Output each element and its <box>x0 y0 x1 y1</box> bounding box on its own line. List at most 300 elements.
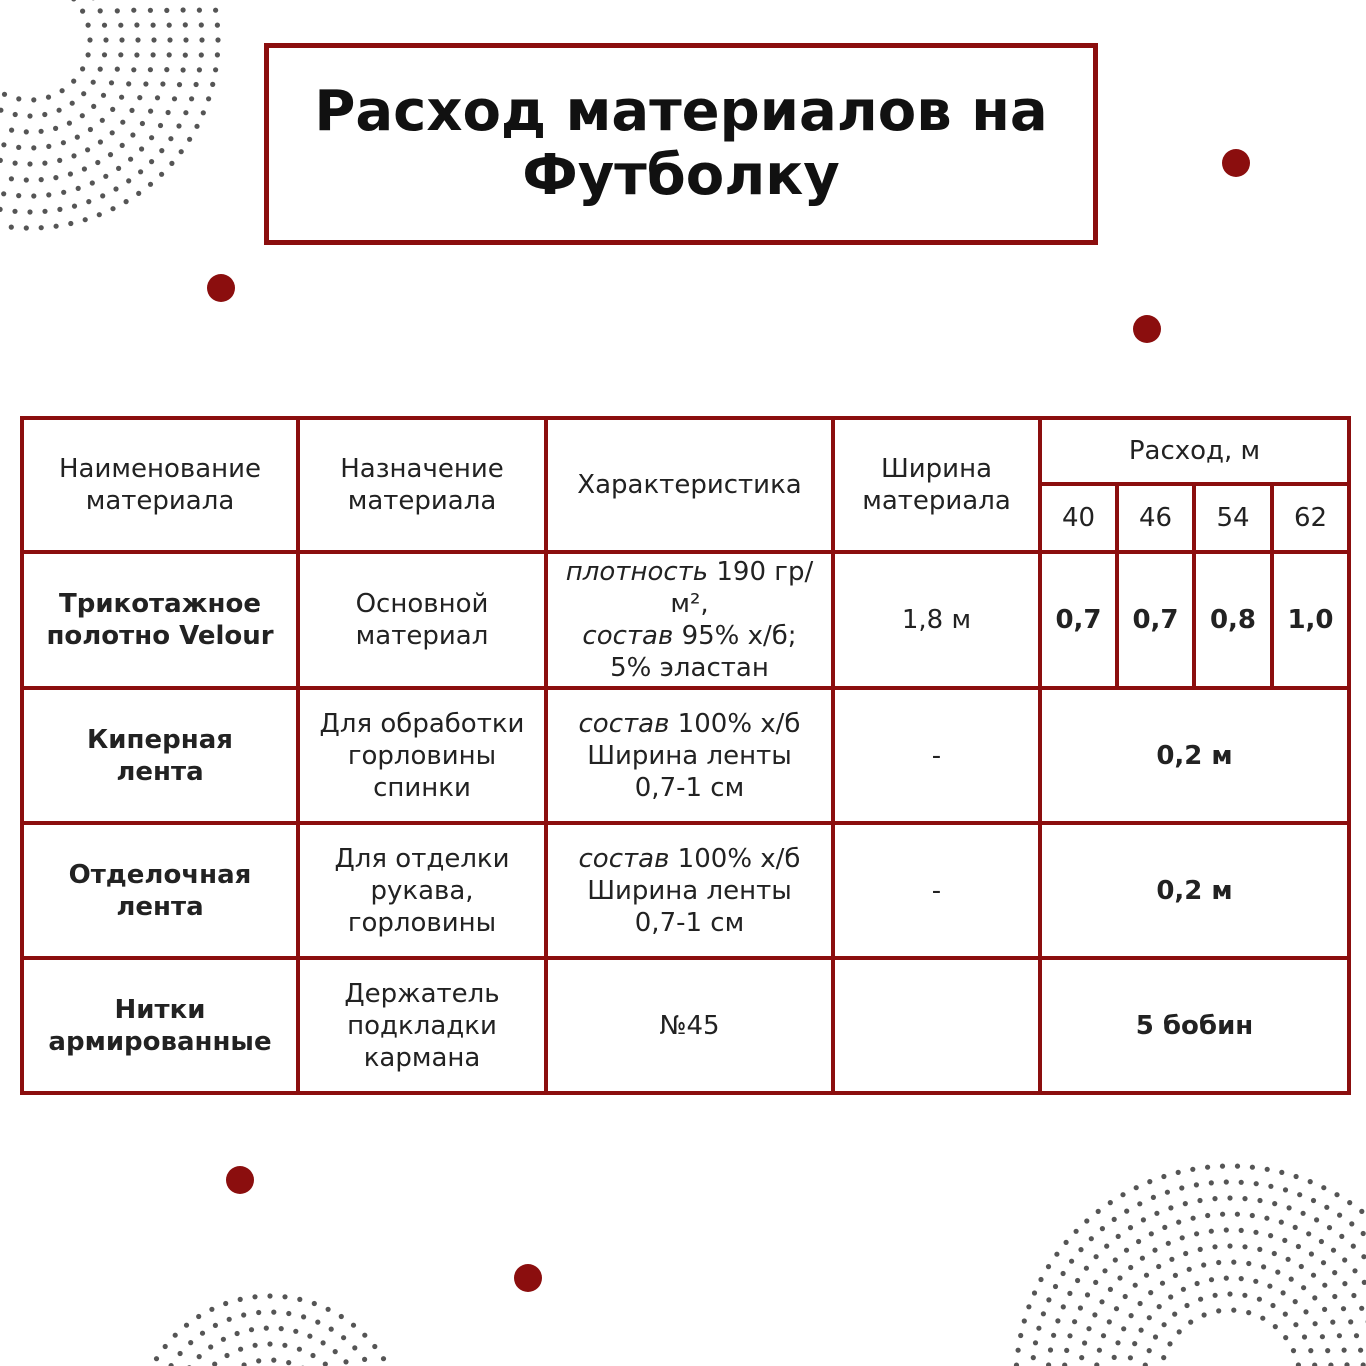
pattern-dot <box>1172 1312 1177 1317</box>
pattern-dot <box>39 225 44 230</box>
pattern-dot <box>1358 1348 1363 1353</box>
pattern-dot <box>1268 1184 1273 1189</box>
header-consumption: Расход, м <box>1040 418 1349 484</box>
pattern-dot <box>95 160 100 165</box>
pattern-dot <box>326 1307 331 1312</box>
pattern-dot <box>1121 1326 1126 1331</box>
pattern-dot <box>1227 1291 1232 1296</box>
pattern-dot <box>1168 1205 1173 1210</box>
pattern-dot <box>1086 1326 1091 1331</box>
pattern-dot <box>1048 1347 1053 1352</box>
pattern-dot <box>24 177 29 182</box>
pattern-dot <box>1148 1290 1153 1295</box>
pattern-dot <box>90 180 95 185</box>
pattern-dot <box>16 145 21 150</box>
pattern-dot <box>126 178 131 183</box>
pattern-dot <box>1254 1181 1259 1186</box>
pattern-dot <box>1250 1213 1255 1218</box>
pattern-dot <box>88 127 93 132</box>
pattern-dot <box>1102 1268 1107 1273</box>
pattern-dot <box>1161 1355 1166 1360</box>
pattern-dot <box>71 0 76 2</box>
pattern-dot <box>120 120 125 125</box>
pattern-dot <box>100 118 105 123</box>
pattern-dot <box>1342 1257 1347 1262</box>
pattern-dot <box>253 1343 258 1348</box>
pattern-dot <box>1085 1292 1090 1297</box>
pattern-dot <box>1082 1340 1087 1345</box>
pattern-dot <box>1067 1291 1072 1296</box>
pattern-dot <box>149 135 154 140</box>
pattern-dot <box>1322 1283 1327 1288</box>
pattern-dot <box>1093 1280 1098 1285</box>
material-width: 1,8 м <box>833 552 1040 688</box>
pattern-dot <box>129 108 134 113</box>
pattern-dot <box>9 176 14 181</box>
pattern-dot <box>1160 1281 1165 1286</box>
pattern-dot <box>16 96 21 101</box>
pattern-dot <box>1152 1248 1157 1253</box>
pattern-dot <box>1072 1319 1077 1324</box>
pattern-dot <box>238 1347 243 1352</box>
material-purpose: Для отделки рукава, горловины <box>298 823 546 958</box>
pattern-dot <box>1074 1229 1079 1234</box>
pattern-dot <box>1124 1209 1129 1214</box>
table-row <box>22 823 1349 958</box>
pattern-dot <box>362 1357 367 1362</box>
header-size: 62 <box>1272 484 1349 552</box>
pattern-dot <box>1227 1195 1232 1200</box>
pattern-dot <box>1162 1225 1167 1230</box>
pattern-dot <box>166 110 171 115</box>
pattern-dot <box>224 1353 229 1358</box>
pattern-dot <box>1321 1260 1326 1265</box>
pattern-dot <box>1132 1341 1137 1346</box>
pattern-dot <box>1283 1335 1288 1340</box>
pattern-dot <box>238 1297 243 1302</box>
pattern-dot <box>110 206 115 211</box>
pattern-dot <box>307 1334 312 1339</box>
pattern-dot <box>1069 1259 1074 1264</box>
table-row <box>22 552 1349 688</box>
pattern-dot <box>1075 1278 1080 1283</box>
pattern-dot <box>12 209 17 214</box>
pattern-dot <box>1239 1276 1244 1281</box>
pattern-dot <box>221 1337 226 1342</box>
pattern-dot <box>1224 1179 1229 1184</box>
pattern-dot <box>108 152 113 157</box>
pattern-dot <box>1138 1301 1143 1306</box>
pattern-dot <box>1022 1318 1027 1323</box>
pattern-dot <box>1362 1280 1366 1285</box>
pattern-dot <box>115 8 120 13</box>
header-material-purpose: Назначение материала <box>298 418 546 552</box>
accent-dot <box>207 274 235 302</box>
pattern-dot <box>1197 1198 1202 1203</box>
pattern-dot <box>1341 1306 1346 1311</box>
pattern-dot <box>1297 1192 1302 1197</box>
pattern-dot <box>1327 1225 1332 1230</box>
pattern-dot <box>1124 1248 1129 1253</box>
pattern-dot <box>31 193 36 198</box>
pattern-dot <box>1139 1328 1144 1333</box>
accent-dot <box>514 1264 542 1292</box>
material-width: - <box>833 688 1040 823</box>
pattern-dot <box>1260 1316 1265 1321</box>
pattern-dot <box>149 159 154 164</box>
pattern-dot <box>301 1314 306 1319</box>
pattern-dot <box>1349 1221 1354 1226</box>
pattern-dot <box>1156 1264 1161 1269</box>
pattern-dot <box>160 81 165 86</box>
pattern-dot <box>1332 1294 1337 1299</box>
pattern-dot <box>42 209 47 214</box>
pattern-dot <box>159 172 164 177</box>
pattern-dot <box>1354 1333 1359 1338</box>
pattern-dot <box>1147 1348 1152 1353</box>
pattern-dot <box>1176 1170 1181 1175</box>
pattern-dot <box>27 209 32 214</box>
pattern-dot <box>1036 1326 1041 1331</box>
pattern-dot <box>1062 1363 1067 1366</box>
pattern-dot <box>110 130 115 135</box>
pattern-dot <box>1239 1180 1244 1185</box>
pattern-dot <box>128 157 133 162</box>
pattern-dot <box>54 224 59 229</box>
pattern-dot <box>118 23 123 28</box>
pattern-dot <box>1108 1287 1113 1292</box>
pattern-dot <box>85 147 90 152</box>
pattern-dot <box>1296 1362 1301 1366</box>
pattern-dot <box>1099 1299 1104 1304</box>
pattern-dot <box>1227 1243 1232 1248</box>
pattern-dot <box>1325 1348 1330 1353</box>
pattern-dot <box>102 52 107 57</box>
pattern-dot <box>81 91 86 96</box>
accent-dot <box>1222 149 1250 177</box>
pattern-dot <box>1147 1315 1152 1320</box>
pattern-dot <box>143 81 148 86</box>
pattern-dot <box>1097 1348 1102 1353</box>
pattern-dot <box>1183 1201 1188 1206</box>
pattern-dot <box>151 52 156 57</box>
pattern-dot <box>131 67 136 72</box>
pattern-dot <box>1198 1247 1203 1252</box>
consumption-value: 0,8 <box>1194 552 1272 688</box>
pattern-dot <box>1128 1225 1133 1230</box>
pattern-dot <box>53 126 58 131</box>
pattern-dot <box>16 193 21 198</box>
pattern-dot <box>9 128 14 133</box>
pattern-dot <box>60 88 65 93</box>
pattern-dot <box>82 166 87 171</box>
pattern-dot <box>1094 1362 1099 1366</box>
pattern-dot <box>1352 1268 1357 1273</box>
pattern-dot <box>1282 1238 1287 1243</box>
pattern-dot <box>341 1335 346 1340</box>
pattern-dot <box>1279 1220 1284 1225</box>
pattern-dot <box>86 199 91 204</box>
pattern-dot <box>1212 1196 1217 1201</box>
pattern-dot <box>158 123 163 128</box>
pattern-dot <box>103 174 108 179</box>
pattern-dot <box>1064 1240 1069 1245</box>
pattern-dot <box>200 1331 205 1336</box>
pattern-dot <box>1314 1217 1319 1222</box>
pattern-dot <box>1309 1251 1314 1256</box>
material-name: Киперная лента <box>22 688 298 823</box>
pattern-dot <box>1162 1322 1167 1327</box>
pattern-dot <box>1194 1182 1199 1187</box>
pattern-dot <box>206 96 211 101</box>
pattern-dot <box>362 1333 367 1338</box>
material-purpose: Для обработки горловины спинки <box>298 688 546 823</box>
pattern-dot <box>1264 1216 1269 1221</box>
pattern-dot <box>101 93 106 98</box>
pattern-dot <box>1046 1264 1051 1269</box>
pattern-dot <box>1261 1264 1266 1269</box>
material-name: Отделочная лента <box>22 823 298 958</box>
pattern-dot <box>178 1351 183 1356</box>
pattern-dot <box>115 67 120 72</box>
consumption-value: 1,0 <box>1272 552 1349 688</box>
pattern-dot <box>199 52 204 57</box>
pattern-dot <box>9 225 14 230</box>
pattern-dot <box>1055 1318 1060 1323</box>
pattern-dot <box>168 136 173 141</box>
pattern-dot <box>148 109 153 114</box>
pattern-dot <box>197 67 202 72</box>
pattern-dot <box>343 1359 348 1364</box>
pattern-dot <box>0 108 3 113</box>
consumption-value: 0,7 <box>1117 552 1194 688</box>
pattern-dot <box>1359 1306 1364 1311</box>
pattern-dot <box>110 107 115 112</box>
pattern-dot <box>57 108 62 113</box>
pattern-dot <box>1331 1248 1336 1253</box>
pattern-dot <box>1133 1283 1138 1288</box>
pattern-dot <box>215 52 220 57</box>
pattern-dot <box>282 1343 287 1348</box>
pattern-dot <box>71 153 76 158</box>
accent-dot <box>1133 315 1161 343</box>
pattern-dot <box>137 95 142 100</box>
pattern-dot <box>1094 1254 1099 1259</box>
pattern-dot <box>80 113 85 118</box>
pattern-dot <box>1104 1244 1109 1249</box>
pattern-dot <box>189 96 194 101</box>
pattern-dot <box>1078 1247 1083 1252</box>
pattern-dot <box>1046 1297 1051 1302</box>
pattern-dot <box>1123 1294 1128 1299</box>
pattern-dot <box>1342 1348 1347 1353</box>
pattern-dot <box>1181 1287 1186 1292</box>
pattern-dot <box>1294 1174 1299 1179</box>
pattern-dot <box>1166 1241 1171 1246</box>
pattern-dot <box>1100 1226 1105 1231</box>
pattern-dot <box>159 148 164 153</box>
pattern-dot <box>1084 1218 1089 1223</box>
pattern-dot <box>80 66 85 71</box>
pattern-dot <box>1079 1355 1084 1360</box>
pattern-dot <box>31 97 36 102</box>
pattern-dot <box>1064 1348 1069 1353</box>
pattern-dot <box>1112 1217 1117 1222</box>
pattern-dot <box>199 22 204 27</box>
pattern-dot <box>1190 1167 1195 1172</box>
pattern-dot <box>235 1331 240 1336</box>
pattern-dot <box>213 67 218 72</box>
material-name: Нитки армированные <box>22 958 298 1093</box>
pattern-dot <box>1319 1239 1324 1244</box>
pattern-dot <box>1337 1213 1342 1218</box>
pattern-dot <box>68 171 73 176</box>
material-characteristic: состав 100% х/б Ширина ленты 0,7-1 см <box>546 688 833 823</box>
pattern-dot <box>213 8 218 13</box>
pattern-dot <box>1320 1334 1325 1339</box>
pattern-dot <box>209 1307 214 1312</box>
pattern-dot <box>163 1344 168 1349</box>
pattern-dot <box>1209 1277 1214 1282</box>
pattern-dot <box>1286 1257 1291 1262</box>
pattern-dot <box>321 1340 326 1345</box>
pattern-dot <box>140 121 145 126</box>
pattern-dot <box>1033 1340 1038 1345</box>
pattern-dot <box>1291 1348 1296 1353</box>
pattern-dot <box>1224 1227 1229 1232</box>
pattern-dot <box>1141 1217 1146 1222</box>
pattern-dot <box>67 121 72 126</box>
pattern-dot <box>1107 1319 1112 1324</box>
pattern-dot <box>196 1314 201 1319</box>
pattern-dot <box>177 82 182 87</box>
pattern-dot <box>102 23 107 28</box>
pattern-dot <box>68 221 73 226</box>
pattern-dot <box>148 8 153 13</box>
pattern-dot <box>2 92 7 97</box>
pattern-dot <box>297 1297 302 1302</box>
pattern-dot <box>176 123 181 128</box>
pattern-dot <box>381 1356 386 1361</box>
pattern-dot <box>201 110 206 115</box>
pattern-dot <box>24 129 29 134</box>
pattern-dot <box>136 191 141 196</box>
pattern-dot <box>183 37 188 42</box>
pattern-dot <box>271 1358 276 1363</box>
material-width <box>833 958 1040 1093</box>
pattern-dot <box>1191 1216 1196 1221</box>
pattern-dot <box>0 207 3 212</box>
pattern-dot <box>187 137 192 142</box>
pattern-dot <box>279 1326 284 1331</box>
pattern-dot <box>53 175 58 180</box>
pattern-dot <box>1129 1313 1134 1318</box>
pattern-dot <box>27 161 32 166</box>
pattern-dot <box>1347 1200 1352 1205</box>
header-material-width: Ширина материала <box>833 418 1040 552</box>
pattern-dot <box>1184 1303 1189 1308</box>
pattern-dot <box>323 1362 328 1366</box>
pattern-dot <box>339 1314 344 1319</box>
pattern-dot <box>1239 1228 1244 1233</box>
pattern-dot <box>1117 1275 1122 1280</box>
pattern-dot <box>1250 1165 1255 1170</box>
pattern-dot <box>1308 1348 1313 1353</box>
pattern-dot <box>1026 1304 1031 1309</box>
consumption-total: 0,2 м <box>1040 823 1349 958</box>
pattern-dot <box>151 23 156 28</box>
pattern-dot <box>86 52 91 57</box>
pattern-dot <box>1108 1200 1113 1205</box>
table-row <box>22 688 1349 823</box>
pattern-dot <box>131 8 136 13</box>
pattern-dot <box>1351 1293 1356 1298</box>
pattern-dot <box>1270 1303 1275 1308</box>
pattern-dot <box>184 1323 189 1328</box>
pattern-dot <box>1 191 6 196</box>
pattern-dot <box>1180 1235 1185 1240</box>
pattern-dot <box>1061 1304 1066 1309</box>
consumption-total: 5 бобин <box>1040 958 1349 1093</box>
pattern-dot <box>1212 1244 1217 1249</box>
pattern-dot <box>71 79 76 84</box>
pattern-dot <box>86 23 91 28</box>
pattern-dot <box>1183 1251 1188 1256</box>
pattern-dot <box>1128 1265 1133 1270</box>
material-purpose: Держатель подкладки кармана <box>298 958 546 1093</box>
pattern-dot <box>46 144 51 149</box>
materials-table <box>20 416 1351 1095</box>
pattern-dot <box>1173 1273 1178 1278</box>
pattern-dot <box>1283 1187 1288 1192</box>
pattern-dot <box>1242 1293 1247 1298</box>
pattern-dot <box>1188 1320 1193 1325</box>
pattern-dot <box>213 1323 218 1328</box>
pattern-dot <box>116 166 121 171</box>
pattern-dot <box>293 1329 298 1334</box>
pattern-dot <box>1014 1363 1019 1366</box>
pattern-dot <box>98 139 103 144</box>
pattern-dot <box>173 1333 178 1338</box>
pattern-dot <box>310 1353 315 1358</box>
pattern-dot <box>148 67 153 72</box>
pattern-dot <box>1330 1320 1335 1325</box>
pattern-dot <box>1293 1322 1298 1327</box>
pattern-dot <box>271 1310 276 1315</box>
pattern-dot <box>1344 1362 1349 1366</box>
pattern-dot <box>1179 1185 1184 1190</box>
pattern-dot <box>183 53 188 58</box>
pattern-dot <box>1306 1231 1311 1236</box>
pattern-dot <box>181 67 186 72</box>
pattern-dot <box>134 52 139 57</box>
pattern-dot <box>1061 1271 1066 1276</box>
pattern-dot <box>61 190 66 195</box>
pattern-dot <box>297 1347 302 1352</box>
pattern-dot <box>172 96 177 101</box>
pattern-dot <box>138 169 143 174</box>
pattern-dot <box>197 8 202 13</box>
pattern-dot <box>113 186 118 191</box>
pattern-dot <box>169 161 174 166</box>
pattern-dot <box>1220 1212 1225 1217</box>
pattern-dot <box>1257 1198 1262 1203</box>
pattern-dot <box>118 52 123 57</box>
header-characteristic: Характеристика <box>546 418 833 552</box>
pattern-dot <box>1202 1312 1207 1317</box>
pattern-dot <box>1337 1333 1342 1338</box>
pattern-dot <box>135 37 140 42</box>
